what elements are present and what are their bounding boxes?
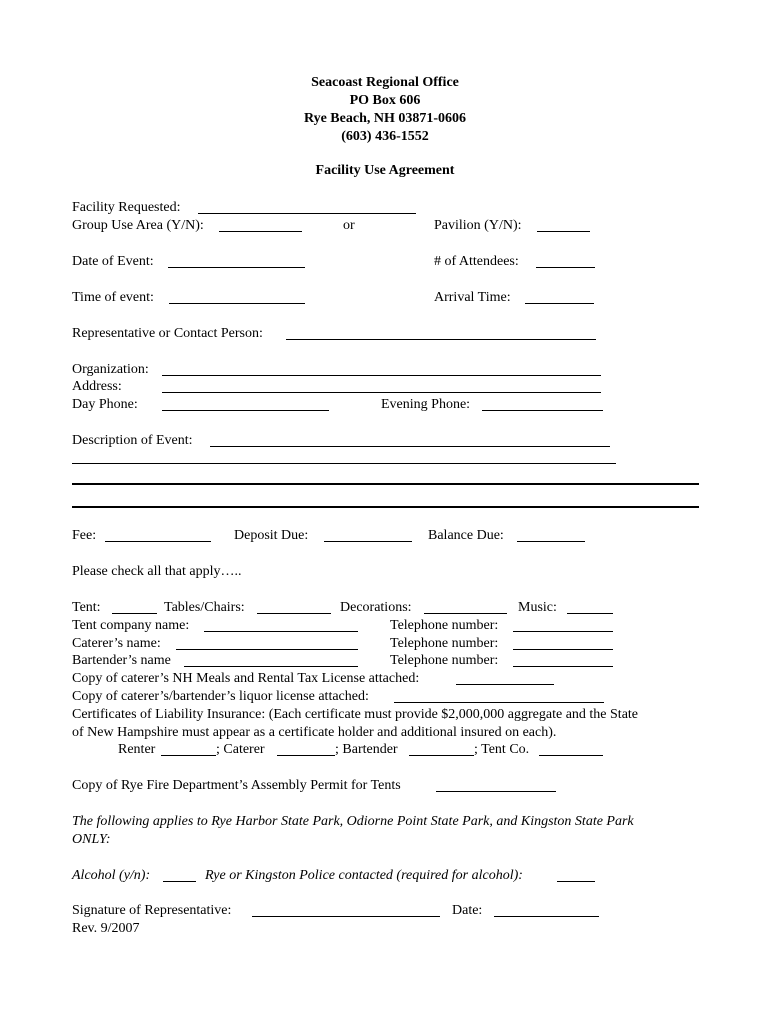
balance-due-field[interactable]: [517, 541, 585, 542]
time-of-event-field[interactable]: [169, 303, 305, 304]
deposit-due-label: Deposit Due:: [234, 528, 309, 543]
check-all-instruction: Please check all that apply…..: [72, 564, 242, 579]
deposit-due-field[interactable]: [324, 541, 412, 542]
tent-company-label: Tent company name:: [72, 618, 190, 633]
description-field[interactable]: [210, 446, 610, 447]
insurance-instructions-line-1: Certificates of Liability Insurance: (Each certificate must provide $2,000,000 aggregate and the State: [72, 707, 639, 722]
date-of-event-field[interactable]: [168, 267, 305, 268]
tent-field[interactable]: [112, 613, 157, 614]
tables-chairs-label: Tables/Chairs:: [164, 600, 245, 615]
bartender-certificate-field[interactable]: [409, 755, 474, 756]
attendees-field[interactable]: [536, 267, 595, 268]
office-name: Seacoast Regional Office: [311, 75, 459, 90]
office-use-rule-bottom: [72, 506, 699, 508]
bartender-certificate-label: ; Bartender: [335, 742, 398, 757]
liquor-license-label: Copy of caterer’s/bartender’s liquor license attached:: [72, 689, 369, 704]
fire-permit-label: Copy of Rye Fire Department’s Assembly Permit for Tents: [72, 778, 401, 793]
tent-company-telephone-label: Telephone number:: [390, 618, 499, 633]
pavilion-label: Pavilion (Y/N):: [434, 218, 522, 233]
signature-field[interactable]: [252, 916, 440, 917]
fee-label: Fee:: [72, 528, 97, 543]
po-box: PO Box 606: [349, 93, 421, 108]
office-use-rule-top: [72, 483, 699, 485]
renter-label: Renter: [118, 742, 156, 757]
bartender-telephone-field[interactable]: [513, 666, 613, 667]
day-phone-field[interactable]: [162, 410, 329, 411]
liquor-license-field[interactable]: [394, 702, 604, 703]
arrival-time-field[interactable]: [525, 303, 594, 304]
fee-field[interactable]: [105, 541, 211, 542]
date-of-event-label: Date of Event:: [72, 254, 154, 269]
caterer-certificate-field[interactable]: [277, 755, 335, 756]
caterer-telephone-field[interactable]: [513, 649, 613, 650]
signature-label: Signature of Representative:: [72, 903, 232, 918]
tent-label: Tent:: [72, 600, 101, 615]
pavilion-field[interactable]: [537, 231, 590, 232]
nh-meals-license-label: Copy of caterer’s NH Meals and Rental Tax License attached:: [72, 671, 420, 686]
or-label: or: [343, 218, 355, 233]
evening-phone-field[interactable]: [482, 410, 603, 411]
tent-co-certificate-field[interactable]: [539, 755, 603, 756]
nh-meals-license-field[interactable]: [456, 684, 554, 685]
caterer-name-label: Caterer’s name:: [72, 636, 161, 651]
description-label: Description of Event:: [72, 433, 193, 448]
time-of-event-label: Time of event:: [72, 290, 154, 305]
form-title: Facility Use Agreement: [315, 163, 455, 178]
representative-label: Representative or Contact Person:: [72, 326, 263, 341]
day-phone-label: Day Phone:: [72, 397, 138, 412]
insurance-instructions-line-2: of New Hampshire must appear as a certificate holder and additional insured on each).: [72, 725, 557, 740]
state-parks-note-line-2: ONLY:: [72, 832, 111, 847]
decorations-label: Decorations:: [340, 600, 412, 615]
evening-phone-label: Evening Phone:: [381, 397, 471, 412]
office-city: Rye Beach, NH 03871-0606: [303, 111, 467, 126]
tent-co-certificate-label: ; Tent Co.: [474, 742, 530, 757]
police-contacted-label: Rye or Kingston Police contacted (required for alcohol):: [205, 868, 523, 883]
fire-permit-field[interactable]: [436, 791, 556, 792]
date-label: Date:: [452, 903, 483, 918]
renter-field[interactable]: [161, 755, 216, 756]
music-field[interactable]: [567, 613, 613, 614]
bartender-telephone-label: Telephone number:: [390, 653, 499, 668]
caterer-name-field[interactable]: [176, 649, 358, 650]
revision-label: Rev. 9/2007: [72, 921, 140, 936]
police-contacted-field[interactable]: [557, 881, 595, 882]
tent-company-telephone-field[interactable]: [513, 631, 613, 632]
balance-due-label: Balance Due:: [428, 528, 504, 543]
office-phone: (603) 436-1552: [341, 129, 429, 144]
decorations-field[interactable]: [424, 613, 507, 614]
caterer-telephone-label: Telephone number:: [390, 636, 499, 651]
description-field-line-2[interactable]: [72, 463, 616, 464]
arrival-time-label: Arrival Time:: [434, 290, 511, 305]
representative-field[interactable]: [286, 339, 596, 340]
organization-label: Organization:: [72, 362, 149, 377]
tables-chairs-field[interactable]: [257, 613, 331, 614]
alcohol-label: Alcohol (y/n):: [72, 868, 151, 883]
state-parks-note-line-1: The following applies to Rye Harbor State Park, Odiorne Point State Park, and Kingston State Park: [72, 814, 634, 829]
alcohol-field[interactable]: [163, 881, 196, 882]
bartender-name-label: Bartender’s name: [72, 653, 171, 668]
facility-requested-field[interactable]: [198, 213, 416, 214]
group-use-area-field[interactable]: [219, 231, 302, 232]
office-header: [0, 74, 770, 146]
facility-requested-label: Facility Requested:: [72, 200, 181, 215]
music-label: Music:: [518, 600, 557, 615]
caterer-certificate-label: ; Caterer: [216, 742, 265, 757]
date-field[interactable]: [494, 916, 599, 917]
tent-company-field[interactable]: [204, 631, 358, 632]
attendees-label: # of Attendees:: [434, 254, 519, 269]
address-label: Address:: [72, 379, 122, 394]
organization-field[interactable]: [162, 375, 601, 376]
group-use-area-label: Group Use Area (Y/N):: [72, 218, 204, 233]
bartender-name-field[interactable]: [184, 666, 358, 667]
address-field[interactable]: [162, 392, 601, 393]
